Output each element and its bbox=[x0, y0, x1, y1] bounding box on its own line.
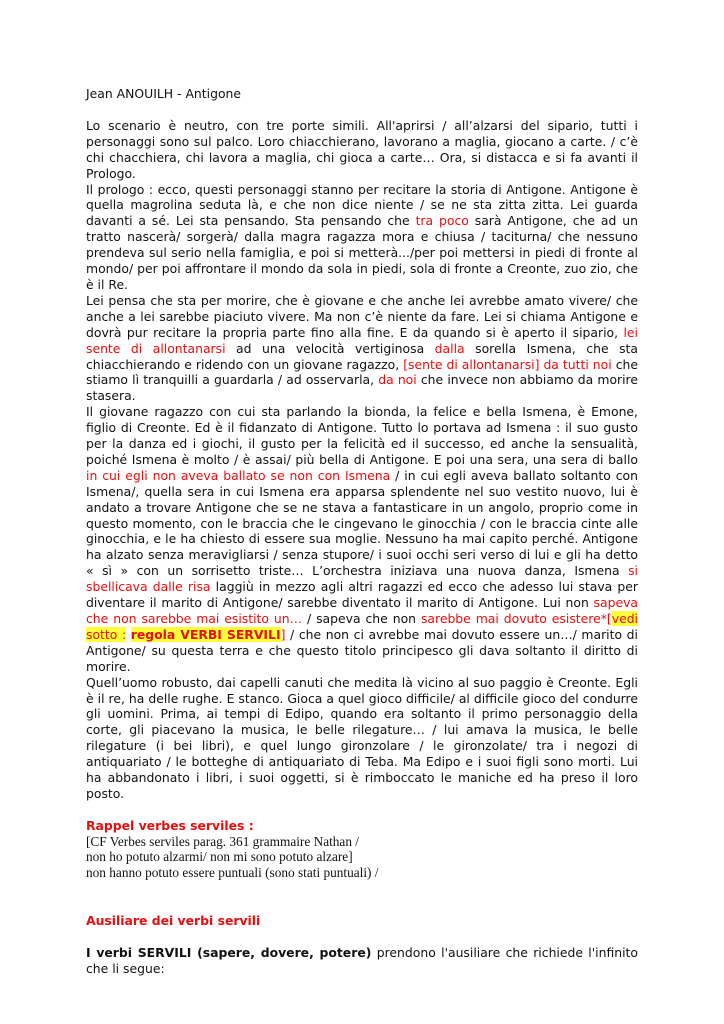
highlighted-text: tra poco bbox=[415, 213, 469, 229]
text-run: che invece non abbiamo da morire stasera. bbox=[86, 372, 639, 404]
text-run: Lei pensa che sta per morire, che è giovane e che anche lei avrebbe amato vivere/ che anche a lei sarebbe piaciuto vivere. Ma non c’è niente da fare. Lei si chiama Antigone e dovrà pur recitare la propria parte fino alla fine. E da quando si è aperto il sipario, bbox=[86, 292, 638, 340]
rappel-line: non hanno potuto essere puntuali (sono stati puntuali) / bbox=[86, 864, 379, 880]
text-run: Quell’uomo robusto, dai capelli canuti che medita là vicino al suo paggio è Creonte. Egli è il re, ha delle rughe. E stanco. Gioca a quel gioco difficile/ al difficile gioco del condurre gli uomini. Prima, ai tempi di Edipo, quando era soltanto il primo personaggio della corte, gli piacevano la musica, le belle rilegature… / lui amava la musica, le belle rilegature (i bei libri), e quel lungo gironzolare / le gironzolate/ tra i negozi di antiquariato / le botteghe di antiquariato di Teba. Ma Edipo e i suoi figli sono morti. Lui ha abbandonato i libri, i suoi oggetti, si è rimboccato le maniche ed ha preso il loro posto. bbox=[86, 674, 638, 801]
rappel-line: [CF Verbes serviles parag. 361 grammaire Nathan / bbox=[86, 833, 360, 849]
text-run: Il prologo : ecco, questi personaggi stanno per recitare la storia di Antigone. Antigone è quella magrolina seduta là, e che non dice niente / se ne sta zitta zitta. Lei guarda davanti a sé. Lei sta pensando. Sta pensando che bbox=[86, 181, 638, 229]
text-run: / sapeva che non bbox=[302, 611, 421, 626]
text-run: Lo scenario è neutro, con tre porte simili. All'aprirsi / all’alzarsi del sipario, tutti i personaggi sono sul palco. Loro chiacchierano, lavorano a maglia, giocano a carte. / c’è chi chacchiera, chi lavora a maglia, chi gioca a carte… Ora, si distacca e si fa avanti il Prologo. bbox=[86, 117, 638, 181]
text-run: prendono l'ausiliare che richiede l'infinito che li segue: bbox=[86, 945, 638, 977]
text-run: / in cui egli aveva ballato soltanto con Ismena/, quella sera in cui Ismena era apparsa splendente nel suo vestito nuovo, lui è andato a trovare Antigone che se ne stava a fantasticare in un angolo, proprio come in questo momento, con le braccia che le cingevano le ginocchia / con le braccia cinte alle ginocchia, e le ha chiesto di essere sua moglie. Nessuno ha mai capito perché. Antigone ha alzato senza meravigliarsi / senza stupore/ i suoi occhi seri verso di lui e gli ha detto « sì » con un sorrisetto triste… L’orchestra iniziava una nuova danza, Ismena bbox=[86, 467, 638, 579]
text-run: / che non ci avrebbe mai dovuto essere un…/ marito di Antigone/ su questa terra e che questo titolo principesco gli dava soltanto il diritto di morire. bbox=[86, 626, 638, 674]
highlighted-text: in cui egli non aveva ballato se non con Ismena bbox=[86, 467, 391, 483]
text-run: che stiamo lì tranquilli a guardarla / ad osservarla, bbox=[86, 356, 638, 388]
final-paragraph bbox=[86, 945, 638, 977]
highlighted-text: regola VERBI SERVILI bbox=[130, 626, 281, 642]
paragraph bbox=[86, 118, 638, 182]
paragraph bbox=[86, 404, 638, 674]
highlighted-text: ] bbox=[280, 626, 286, 642]
highlighted-text: si sbellicava dalle risa bbox=[86, 563, 638, 595]
rappel-heading: Rappel verbes serviles : bbox=[86, 817, 254, 833]
highlighted-text: sarebbe mai dovuto esistere bbox=[420, 611, 601, 626]
text-run: Il giovane ragazzo con cui sta parlando la bionda, la felice e bella Ismena, è Emone, figlio di Creonte. Ed è il fidanzato di Antigone. Tutto lo portava ad Ismena : il suo gusto per la danza ed i giochi, il gusto per la felicità ed il successo, ed anche la sensualità, poiché Ismena è molto / è assai/ più bella di Antigone. E poi una sera, una sera di ballo bbox=[86, 404, 638, 467]
highlighted-text: da noi bbox=[378, 372, 417, 388]
document-page bbox=[86, 86, 638, 977]
highlighted-text: vedi sotto : bbox=[86, 611, 638, 642]
highlighted-text: *[ bbox=[600, 611, 612, 626]
highlighted-text: I verbi SERVILI (sapere, dovere, potere) bbox=[86, 945, 372, 961]
text-run: sorella Ismena, che sta chiacchierando e ridendo con un giovane ragazzo, bbox=[86, 340, 638, 372]
highlighted-text: dalla bbox=[434, 340, 465, 356]
text-run: sarà Antigone, che ad un tratto nascerà/ sorgerà/ dalla magra ragazza mora e chiusa / taciturna/ che nessuno prendeva sul serio nella famiglia, e poi si metterà.../per poi mettersi in piedi di fronte al mondo/ per poi affrontare il mondo da sola in piedi, sola di fronte a Creonte, zuo zio, che è il Re. bbox=[86, 213, 638, 292]
highlighted-text: [sente di allontanarsi] da tutti noi bbox=[403, 356, 612, 372]
main-text bbox=[86, 118, 638, 802]
paragraph bbox=[86, 182, 638, 293]
document-title: Jean ANOUILH - Antigone bbox=[86, 86, 242, 101]
ausiliare-heading: Ausiliare dei verbi servili bbox=[86, 912, 261, 928]
rappel-line: non ho potuto alzarmi/ non mi sono potuto alzare] bbox=[86, 849, 353, 865]
paragraph bbox=[86, 675, 638, 802]
highlighted-text: lei sente di allontanarsi bbox=[86, 324, 638, 356]
text-run: ad una velocità vertiginosa bbox=[225, 340, 435, 356]
text-run: laggiù in mezzo agli altri ragazzi ed ecco che adesso lui stava per diventare il marito di Antigone/ sarebbe diventato il marito di Antigone. Lui non bbox=[86, 579, 639, 611]
paragraph bbox=[86, 293, 638, 404]
highlighted-text: sapeva che non sarebbe mai esistito un… bbox=[86, 595, 638, 626]
